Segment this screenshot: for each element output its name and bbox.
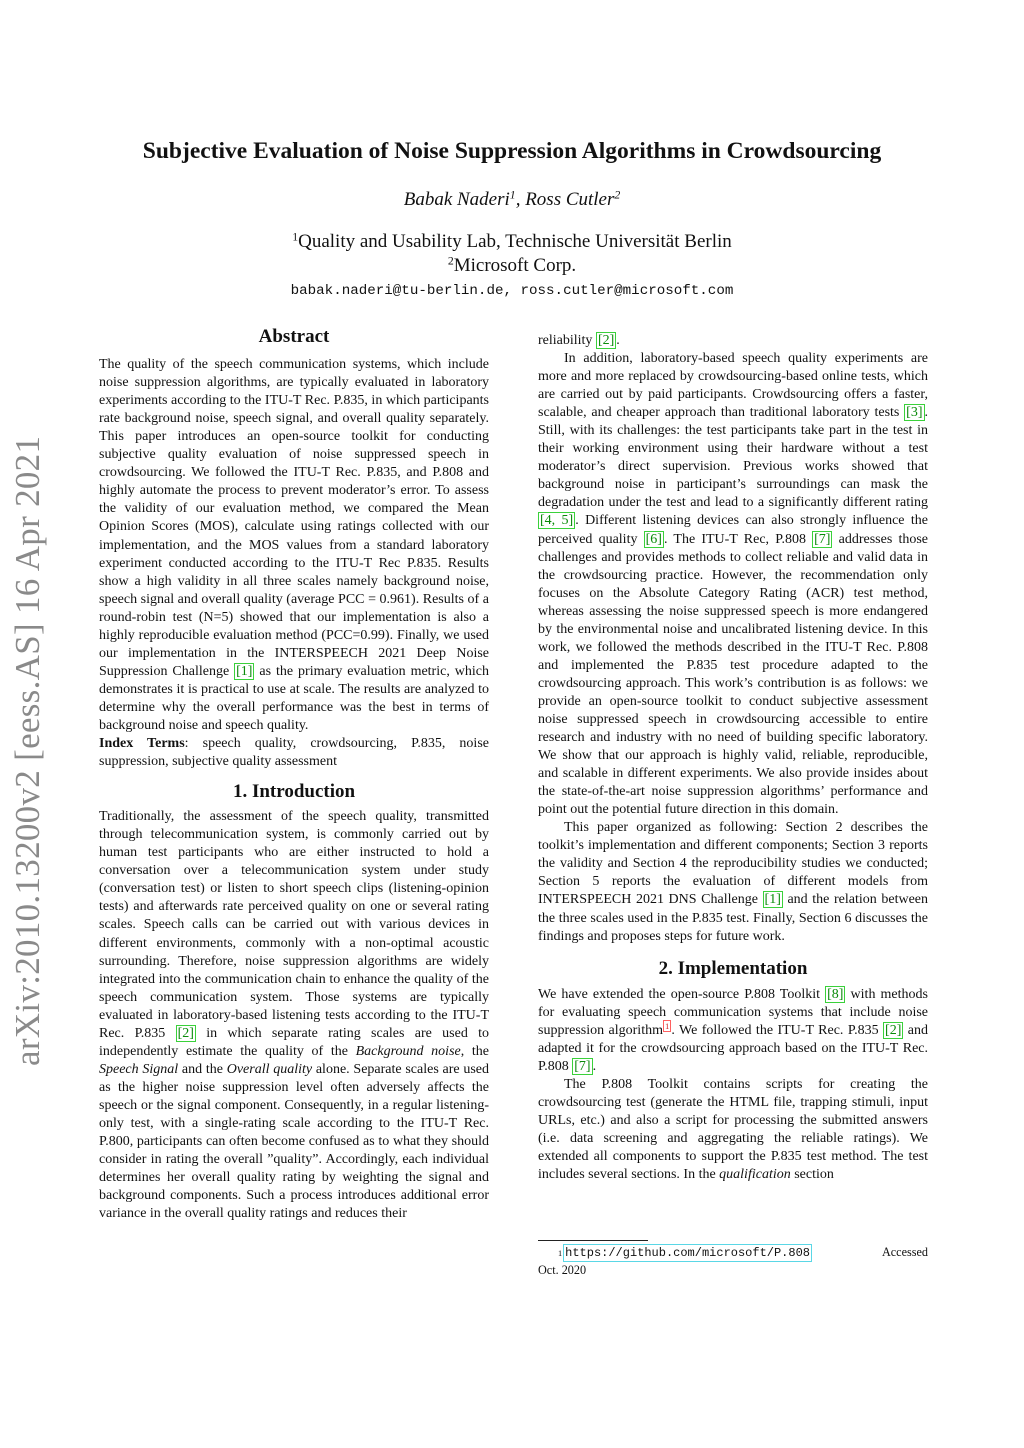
- affiliation-text: Quality and Usability Lab, Technische Universität Berlin: [298, 231, 732, 252]
- author-list: [80, 189, 944, 211]
- body-text: .: [616, 333, 620, 348]
- body-text: We have extended the open-source P.808 Toolkit: [538, 986, 826, 1002]
- body-paragraph-continued: [538, 332, 928, 350]
- affiliation-superscript: 2: [447, 254, 454, 268]
- body-text: The P.808 Toolkit contains scripts for creating the crowdsourcing test (generate the HTML file, trapping stimuli, input URLs, etc.) and also a script for processing the submitted answers (i.e. data screening and aggregating the reliable ratings). We extended all components to support the P.835 test method. The test includes several sections. In the: [538, 1076, 928, 1183]
- body-text: . Still, with its challenges: the test participants take part in the test in their working environment using their hardware without a test moderator’s direct supervision. Previous works showed that background noise in participant’s surroundings can mask the degradation under the test and lead to a significantly different rating: [538, 405, 928, 511]
- abstract-text: The quality of the speech communication systems, which include noise suppression algorithms, are typically evaluated in laboratory experiments according to the ITU-T Rec. P.835, in which participants rate background noise, speech signal, and overall quality separately. This paper introduces an open-source toolkit for conducting subjective quality evaluation of noise suppressed speech in crowdsourcing. We followed the ITU-T Rec. P.835, and P.808 and highly automate the process to prevent moderator’s error. To assess the validity of our evaluation method, we compared the Mean Opinion Scores (MOS), calculate using ratings collected with our implementation, and the MOS values from a standard laboratory experiment conducted according to the ITU-T Rec P.835. Results show a high validity in all three scales namely background noise, speech signal and overall quality (average PCC = 0.961). Results of a round-robin test (N=5) showed that our implementation is also a highly reproducible evaluation method (PCC=0.99). Finally, we used our implementation in the INTERSPEECH 2021 Deep Noise Suppression Challenge: [99, 357, 489, 679]
- emphasis-text: Background noise: [355, 1043, 461, 1059]
- author-separator: ,: [515, 189, 526, 210]
- footnote-rule: [538, 1240, 648, 1241]
- affiliation: [80, 231, 944, 253]
- abstract-text: as the primary evaluation metric, which demonstrates it is practical to use at scale. The results are analyzed to determine why the overall performance was the best in terms of background noise and speech quality.: [99, 663, 489, 733]
- abstract-paragraph: [99, 356, 489, 735]
- body-text: addresses those challenges and provides methods to collect reliable and valid data in the crowdsourcing practice. However, the recommendation only focuses on the Absolute Category Rating (ACR) test method, whereas assessing the noise suppressed speech is more endangered by the environmental noise and uncalibrated listening device. In this work, we followed the methods described in the ITU-T Rec. P.808 and implemented the P.835 test procedure adapted to the crowdsourcing approach. This work’s contribution is as follows: we provide an open-source toolkit to conduct subjective assessment noise suppressed speech in crowdsourcing accessible to entire research and industry with no need of building specific laboratory. We show that our approach is highly valid, reliable, reproducible, and scalable in different experiments. We also provide insides about the state-of-the-art noise suppression algorithms’ performance and point out the potential future direction in this domain.: [538, 531, 928, 818]
- abstract-heading: Abstract: [258, 326, 330, 347]
- body-text: . The ITU-T Rec, P.808: [663, 531, 813, 547]
- affiliation: [80, 255, 944, 277]
- footnote-accessed: Accessed: [881, 1245, 928, 1259]
- paper-title: Subjective Evaluation of Noise Suppression Algorithms in Crowdsourcing: [142, 138, 882, 164]
- citation-link[interactable]: [7]: [574, 1058, 591, 1074]
- body-paragraph: [538, 986, 928, 1076]
- section-heading-implementation: 2. Implementation: [658, 957, 808, 979]
- body-text: , the: [460, 1043, 490, 1059]
- body-text: section: [790, 1167, 834, 1183]
- arxiv-stamp[interactable]: arXiv:2010.13200v2 [eess.AS] 16 Apr 2021: [8, 435, 47, 1066]
- emphasis-text: Speech Signal: [99, 1061, 179, 1077]
- citation-link[interactable]: [2]: [597, 333, 615, 348]
- body-text: .: [592, 1058, 597, 1074]
- author-superscript: 1: [509, 188, 516, 202]
- body-text: This paper organized as following: Section 2 describes the toolkit’s implementation and different components; Section 3 reports the validity and Section 4 the reproducibility studies we conducted; Section 5 reports the evaluation of different models from INTERSPEECH 2021 DNS Challenge: [538, 820, 928, 908]
- footnote-line: [538, 1244, 928, 1262]
- citation-link[interactable]: [4, 5]: [540, 513, 574, 529]
- footnote-url-link[interactable]: https://github.com/microsoft/P.808: [565, 1246, 810, 1260]
- section-heading-introduction: 1. Introduction: [232, 781, 356, 803]
- footnote-link[interactable]: 1: [664, 1020, 670, 1031]
- body-text: . Different listening devices can also strongly influence the perceived quality: [538, 513, 928, 547]
- affiliation-text: Microsoft Corp.: [453, 255, 577, 276]
- index-terms-label: Index Terms: [99, 736, 185, 752]
- body-text: in which separate rating scales are used to independently estimate the quality of the: [99, 1025, 490, 1059]
- citation-link[interactable]: [6]: [645, 531, 662, 547]
- footnote: [538, 1240, 928, 1278]
- citation-link[interactable]: [2]: [177, 1025, 194, 1041]
- right-column: [538, 332, 928, 1184]
- body-paragraph: [99, 808, 489, 1223]
- body-text: and the relation between the three scales used in the P.835 test. Finally, Section 6 discusses the findings and proposes steps for future work.: [538, 892, 928, 944]
- author-superscript: 2: [614, 188, 621, 202]
- index-terms: [99, 735, 489, 771]
- body-paragraph: [538, 1076, 928, 1184]
- citation-link[interactable]: [7]: [814, 531, 831, 547]
- body-text: alone. Separate scales are used as the higher noise suppression level often adversely affects the speech or the signal component. Consequently, in a regular listening-only test, with a single-rating scale according to the ITU-T Rec. P.800, participants can often become confused as to what they should consider in rating the overall ”quality”. Accordingly, each individual determines her overall quality rating by weighting the signal and background components. Such a process introduces additional error variance in the overall quality ratings and reduces their: [99, 1061, 489, 1222]
- body-text: reliability: [538, 333, 596, 348]
- author-name: Babak Naderi: [403, 189, 510, 210]
- left-column: [99, 328, 489, 1223]
- body-text: and the: [178, 1061, 227, 1077]
- body-text: In addition, laboratory-based speech quality experiments are more and more replaced by crowdsourcing-based online tests, which are carried out by paid participants. Crowdsourcing offers a faster, scalable, and cheaper approach than traditional laboratory tests: [538, 351, 928, 421]
- emphasis-text: qualification: [719, 1167, 791, 1183]
- body-text: with methods for evaluating speech communication systems that include noise suppression algorithm: [538, 986, 928, 1038]
- citation-link[interactable]: [2]: [885, 1022, 902, 1038]
- body-text: and adapted it for the crowdsourcing approach based on the ITU-T Rec. P.808: [538, 1022, 929, 1074]
- body-text: Traditionally, the assessment of the speech quality, transmitted through telecommunication system, is commonly carried out by human test participants who are either instructed to hold a conversation over a telecommunication system under study (conversation test) or listen to short speech clips (listening-opinion tests) and afterwards rate perceived quality on one or several rating scales. Speech calls can be carried out with various devices in different environments, commonly with a non-optimal acoustic surrounding. Therefore, noise suppression algorithms are widely integrated into the communication chain to enhance the quality of the speech communication system. Those systems are typically evaluated in laboratory-based listening tests according to the ITU-T Rec. P.835: [99, 809, 489, 1041]
- body-paragraph: [538, 819, 928, 945]
- citation-link[interactable]: [3]: [906, 405, 923, 421]
- citation-link[interactable]: [1]: [764, 892, 781, 908]
- footnote-number: 1: [558, 1249, 563, 1258]
- body-paragraph: [538, 350, 928, 819]
- index-terms-text: : speech quality, crowdsourcing, P.835, noise suppression, subjective quality assessment: [99, 736, 489, 770]
- emphasis-text: Overall quality: [226, 1061, 313, 1077]
- footnote-date: Oct. 2020: [538, 1263, 587, 1277]
- affiliation-superscript: 1: [292, 230, 299, 244]
- body-text: . We followed the ITU-T Rec. P.835: [671, 1022, 884, 1038]
- author-name: Ross Cutler: [525, 189, 615, 210]
- citation-link[interactable]: [1]: [236, 663, 253, 679]
- author-emails: babak.naderi@tu-berlin.de, ross.cutler@microsoft.com: [290, 283, 734, 299]
- citation-link[interactable]: [8]: [827, 986, 844, 1002]
